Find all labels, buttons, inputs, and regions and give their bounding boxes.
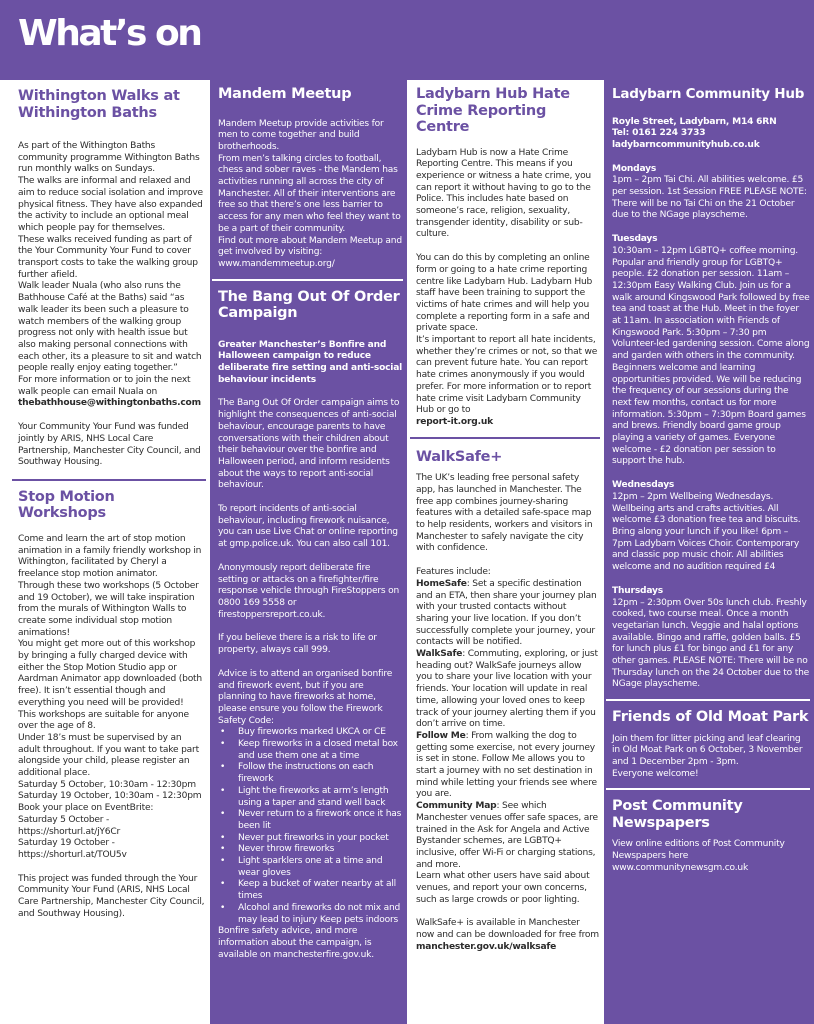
page-header xyxy=(0,0,814,80)
day-heading: Thursdays xyxy=(612,585,663,596)
withington-walks-title: Withington Walks at Withington Baths xyxy=(18,88,180,121)
firework-safety-code xyxy=(218,727,403,926)
paragraph: Ladybarn Hub is now a Hate Crime Reporting Centre. This means if you experience or witness a hate crime, you can report it without having to go to the Police. This includes hate based on someone’s race, religion, sexuality, transgender identity, disability or sub-culture. xyxy=(416,147,591,240)
list-item: • Alcohol and fireworks do not mix and may lead to injury Keep pets indoors xyxy=(218,903,403,926)
walksafe-section xyxy=(416,449,600,954)
hub-address: Royle Street, Ladybarn, M14 6RN xyxy=(612,116,777,127)
column-2 xyxy=(210,80,407,1024)
paragraph: Bonfire safety advice, and more information about the campaign, is available on manchesterfire.gov.uk. xyxy=(218,926,374,960)
feature-walksafe: WalkSafe: Commuting, exploring, or just heading out? WalkSafe journeys allow you to share your live location with your friends. Your location will update in real time, allowing your loved ones to keep track of your journey alerting them if you don’t arrive on time. xyxy=(416,649,598,730)
paragraph: Under 18’s must be supervised by an adult throughout. If you want to take part alongside your child, please register an additional place. xyxy=(18,732,199,779)
divider xyxy=(410,437,600,439)
paragraph: Everyone welcome! xyxy=(612,768,699,779)
day-heading: Tuesdays xyxy=(612,234,658,245)
post-newspapers-section xyxy=(612,798,810,874)
list-item: • Follow the instructions on each firework xyxy=(218,762,403,785)
divider xyxy=(606,788,810,790)
feature-community-map: Community Map: See which Manchester venues offer safe spaces, are trained in the Ask for Angela and Active Bystander schemes, are LGBTQ+ inclusive, offer Wi-Fi or charging stations, and more. xyxy=(416,801,598,870)
paragraph: It’s important to report all hate incidents, whether they’re crimes or not, so that we can prevent future hate. You can report hate crimes anonymously if you would prefer. For more information or to report hate crime visit Ladybarn Community Hub or go to xyxy=(416,335,598,416)
column-1 xyxy=(0,80,210,1024)
day-schedule: 12pm – 2:30pm Over 50s lunch club. Freshly cooked, two course meal. Once a month vegetarian lunch. Veggie and halal options available. Bingo and raffle, golden balls. £5 for lunch plus £1 for bingo and £1 for any other games. PLEASE NOTE: There will be no Thursday lunch on the 24 October due to the NGage playscheme. xyxy=(612,597,810,690)
old-moat-park-section xyxy=(612,709,810,780)
walksafe-link[interactable]: manchester.gov.uk/walksafe xyxy=(416,941,557,952)
bang-out-of-order-section xyxy=(218,289,403,962)
day-schedule: 10:30am – 12pm LGBTQ+ coffee morning. Popular and friendly group for LGBTQ+ people. £2 donation per session. 11am – 12:30pm Easy Walking Club. Join us for a walk around Kingswood Park followed by free tea and toast at the Hub. Meet in the foyer at 11am. In association with Friends of Kingswood Park. 5:30pm – 7:30 pm Volunteer-led gardening session. Come along and garden with others in the community. Beginners welcome and learning opportunities provided. We will be reducing the frequency of our sessions during the next few months, contact us for more information. 5:30pm – 7:30pm Board games and brews. Friendly board game group playing a variety of games. Everyone welcome - £2 donation per session to support the hub. xyxy=(612,245,810,467)
features-label: Features include: xyxy=(416,567,491,578)
mandem-title: Mandem Meetup xyxy=(218,86,352,102)
paragraph: You can do this by completing an online form or going to a hate crime reporting centre like Ladybarn Hub. Ladybarn Hub staff have been training to support the victims of hate crimes and will help you complete a reporting form in a safe and private space. xyxy=(416,253,593,334)
paragraph: Find out more about Mandem Meetup and get involved by visiting: www.mandemmeetup.org/ xyxy=(218,235,402,269)
day-schedule: 1pm – 2pm Tai Chi. All abilities welcome. £5 per session. 1st Session FREE PLEASE NOTE: There will be no Tai Chi on the 21 October due to the NGage playscheme. xyxy=(612,175,807,221)
withington-walks-section xyxy=(18,88,206,469)
divider xyxy=(606,699,810,701)
paragraph: For more information or to join the next walk people can email Nuala on xyxy=(18,375,191,397)
paragraph: Learn what other users have said about venues, and report your own concerns, such as large crowds or poor lighting. xyxy=(416,871,590,905)
report-it-link[interactable]: report-it.org.uk xyxy=(416,416,493,427)
paragraph: The walks are informal and relaxed and aim to reduce social isolation and improve physical fitness. They have also expanded the activity to include an optional meal which people pay for themselves. xyxy=(18,176,203,233)
funding-note: This project was funded through the Your Community Your Fund (ARIS, NHS Local Care Partnership, Manchester City Council, and Southway Housing). xyxy=(18,873,205,919)
walksafe-title: WalkSafe+ xyxy=(416,448,503,465)
booking-link[interactable]: Saturday 5 October - https://shorturl.at/jY6Cr xyxy=(18,814,121,837)
paragraph: As part of the Withington Baths community programme Withington Baths run monthly walks on Sundays. xyxy=(18,141,200,175)
hate-crime-title: Ladybarn Hub Hate Crime Reporting Centre xyxy=(416,86,570,135)
day-schedule: 12pm – 2pm Wellbeing Wednesdays. Wellbeing arts and crafts activities. All welcome £3 donation free tea and biscuits. Bring along your lunch if you like! 6pm – 7pm Ladybarn Voices Choir. Contemporary and classic pop music choir. All abilities welcome and no audition required £4 xyxy=(612,491,801,573)
hub-phone: Tel: 0161 224 3733 xyxy=(612,128,706,139)
paragraph: WalkSafe+ is available in Manchester now and can be downloaded for free from xyxy=(416,918,599,941)
list-item: • Buy fireworks marked UKCA or CE xyxy=(218,727,403,739)
paragraph: Mandem Meetup provide activities for men to come together and build brotherhoods. xyxy=(218,118,384,152)
page-title: What’s on xyxy=(18,13,201,54)
paragraph: From men’s talking circles to football, chess and sober raves - the Mandem has activities running all across the city of Manchester. All of their interventions are free so that there’s one less barrier to access for any men who feel they want to be a part of their community. xyxy=(218,153,401,234)
mandem-section xyxy=(218,86,403,271)
divider xyxy=(12,479,206,481)
list-item: • Never return to a firework once it has been lit xyxy=(218,809,403,832)
paragraph: Through these two workshops (5 October and 19 October), we will take inspiration from the murals of Withington Walls to create some individual stop motion animations! xyxy=(18,580,199,638)
paragraph: Anonymously report deliberate fire setting or attacks on a firefighter/fire response vehicle through FireStoppers on 0800 169 5558 or firestoppersreport.co.uk. xyxy=(218,562,400,620)
day-heading: Mondays xyxy=(612,163,657,174)
paragraph: The UK’s leading free personal safety app, has launched in Manchester. The free app combines journey-sharing features with a detailed safe-space map to help residents, workers and visitors in Manchester to safely navigate the city with confidence. xyxy=(416,473,593,554)
paragraph: Join them for litter picking and leaf clearing in Old Moat Park on 6 October, 3 November and 1 December 2pm - 3pm. xyxy=(612,733,803,768)
divider xyxy=(212,279,403,281)
list-item: • Never throw fireworks xyxy=(218,844,403,856)
stop-motion-title: Stop Motion Workshops xyxy=(18,488,115,522)
list-item: • Never put fireworks in your pocket xyxy=(218,833,403,845)
paragraph: To report incidents of anti-social behaviour, including firework nuisance, you can use Live Chat or online reporting at gmp.police.uk. You can also call 101. xyxy=(218,504,398,550)
newspapers-link[interactable]: www.communitynewsgm.co.uk xyxy=(612,862,749,873)
booking-link[interactable]: Saturday 19 October - https://shorturl.at/TOU5v xyxy=(18,838,127,860)
paragraph: View online editions of Post Community Newspapers here xyxy=(612,839,785,862)
paragraph: The Bang Out Of Order campaign aims to highlight the consequences of anti-social behaviour, encourage parents to have conversations with their children about their behaviour over the bonfire and Halloween period, and inform residents about the ways to report anti-social behaviour. xyxy=(218,398,400,491)
bang-title: The Bang Out Of Order Campaign xyxy=(218,288,400,322)
paragraph: Book your place on EventBrite: xyxy=(18,803,154,814)
paragraph: If you believe there is a risk to life or property, always call 999. xyxy=(218,633,377,656)
paragraph: This workshops are suitable for anyone over the age of 8. xyxy=(18,709,189,732)
day-heading: Wednesdays xyxy=(612,480,675,491)
paragraph: Come and learn the art of stop motion animation in a family friendly workshop in Withington, facilitated by Cheryl a freelance stop motion animator. xyxy=(18,533,202,580)
paragraph: Advice is to attend an organised bonfire and firework event, but if you are planning to have fireworks at home, please ensure you follow the Firework Safety Code: xyxy=(218,668,393,726)
hate-crime-section xyxy=(416,86,600,429)
feature-follow-me: Follow Me: From walking the dog to getting some exercise, not every journey is set in stone. Follow Me allows you to start a journey with no set destination in mind while letting your friends see where you are. xyxy=(416,730,597,800)
funding-note: Your Community Your Fund was funded jointly by ARIS, NHS Local Care Partnership, Manchester City Council, and Southway Housing. xyxy=(18,422,201,468)
post-newspapers-title: Post Community Newspapers xyxy=(612,798,743,831)
bang-subtitle: Greater Manchester’s Bonfire and Halloween campaign to reduce deliberate fire setting and anti-social behaviour incidents xyxy=(218,339,403,385)
paragraph: You might get more out of this workshop by bringing a fully charged device with either the Stop Motion Studio app or Aardman Animator app downloaded (both free). It isn’t essential though and everything you need will be provided! xyxy=(18,639,202,708)
feature-homesafe: HomeSafe: Set a specific destination and an ETA, then share your journey plan with your trusted contacts without sharing your live location. If you don’t successfully complete your journey, your contacts will be notified. xyxy=(416,578,597,648)
paragraph: These walks received funding as part of the Your Community Your Fund to cover transport costs to take the walking group further afield. xyxy=(18,234,198,280)
email-link[interactable]: thebathhouse@withingtonbaths.com xyxy=(18,398,201,409)
ladybarn-hub-title: Ladybarn Community Hub xyxy=(612,86,805,102)
hub-website[interactable]: ladybarncommunityhub.co.uk xyxy=(612,139,760,150)
list-item: • Light sparklers one at a time and wear gloves xyxy=(218,856,403,879)
ladybarn-hub-section xyxy=(612,86,810,691)
list-item: • Keep a bucket of water nearby at all times xyxy=(218,879,403,902)
column-3 xyxy=(407,80,604,1024)
column-4 xyxy=(604,80,814,1024)
session-time: Saturday 19 October, 10:30am - 12:30pm xyxy=(18,791,202,802)
old-moat-park-title: Friends of Old Moat Park xyxy=(612,709,809,726)
session-time: Saturday 5 October, 10:30am - 12:30pm xyxy=(18,779,196,790)
paragraph: Walk leader Nuala (who also runs the Bathhouse Café at the Baths) said “as walk leader its been such a pleasure to watch members of the walking group progress not only with health issue but also making personal connections with each other, its a pleasure to sit and watch people really enjoy eating together.” xyxy=(18,281,202,374)
list-item: • Light the fireworks at arm’s length using a taper and stand well back xyxy=(218,786,403,809)
stop-motion-section xyxy=(18,489,206,921)
list-item: • Keep fireworks in a closed metal box and use them one at a time xyxy=(218,739,403,762)
